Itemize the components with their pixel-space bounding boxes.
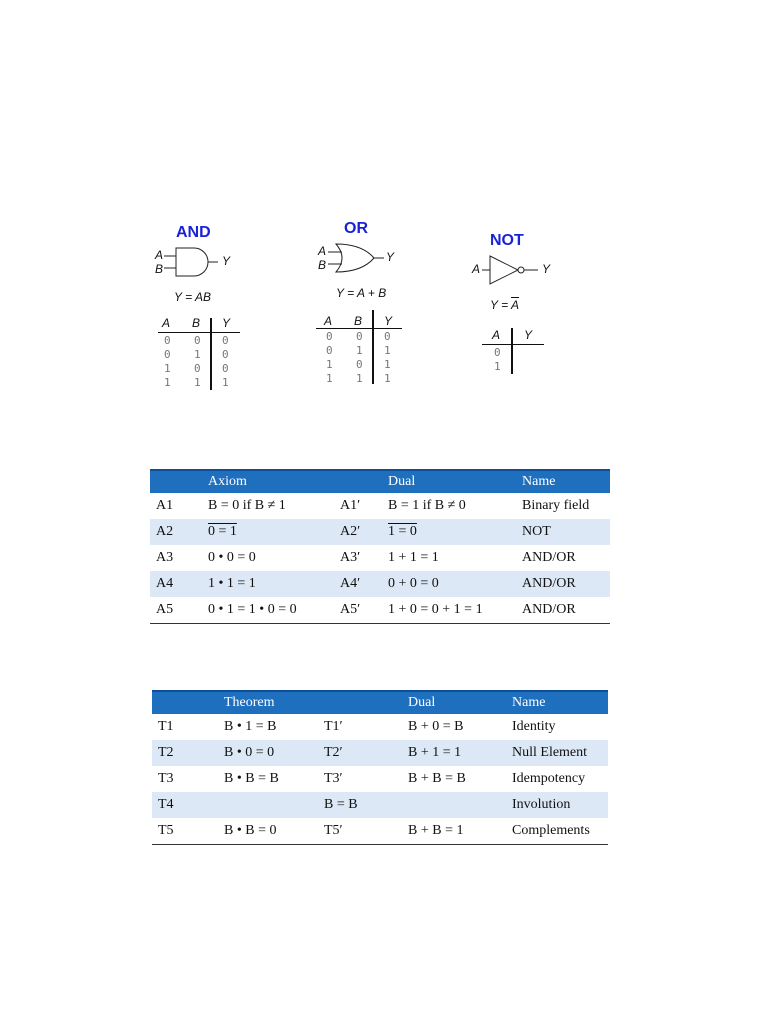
theorem-dual-id: B = B xyxy=(318,792,402,818)
tt-cell: 0 xyxy=(222,362,229,375)
tt-header: Y xyxy=(384,314,393,328)
axiom-dual-expr-overlined: 1 = 0 xyxy=(388,524,417,539)
or-input-b-label: B xyxy=(318,258,327,272)
axiom-dual-id: A4′ xyxy=(334,571,382,597)
axiom-id: A3 xyxy=(156,550,174,565)
tt-cell: 0 xyxy=(356,330,363,343)
theorem-expr: B • B = 0 xyxy=(218,818,318,845)
and-equation: Y = AB xyxy=(174,290,212,304)
theorem-dual-expr: B + B = B xyxy=(408,771,466,786)
theorem-dual-expr: B + B = 1 xyxy=(402,818,506,845)
axiom-name: AND/OR xyxy=(516,571,610,597)
theorems-header-name: Name xyxy=(506,691,608,714)
tt-cell: 0 xyxy=(326,330,333,343)
theorem-dual-expr: B + 1 = 1 xyxy=(402,740,506,766)
tt-divider xyxy=(316,328,402,329)
table-row xyxy=(150,493,610,519)
axiom-dual-id: A2′ xyxy=(334,519,382,545)
theorem-id: T4 xyxy=(152,792,218,818)
theorems-header-id xyxy=(152,691,218,714)
table-row xyxy=(152,740,608,766)
axioms-header-axiom: Axiom xyxy=(202,470,334,493)
tt-cell: 1 xyxy=(356,344,363,357)
tt-header: Y xyxy=(524,328,533,342)
not-input-a-label: A xyxy=(472,262,481,276)
tt-cell: 1 xyxy=(194,348,201,361)
and-gate-title: AND xyxy=(176,224,211,241)
theorem-id: T3 xyxy=(158,771,174,786)
or-gate-symbol xyxy=(326,242,388,274)
theorems-header-dual-id xyxy=(318,691,402,714)
theorem-expr: B • B = B xyxy=(224,771,279,786)
theorems-table xyxy=(152,690,608,845)
not-equation xyxy=(490,298,519,312)
table-row xyxy=(152,766,608,792)
axiom-expr xyxy=(202,519,334,545)
theorem-expr xyxy=(218,792,318,818)
not-output-label: Y xyxy=(542,262,551,276)
axioms-header-row xyxy=(150,470,610,493)
tt-divider xyxy=(482,344,544,345)
and-output-label: Y xyxy=(222,254,231,268)
theorem-dual-id: T2′ xyxy=(318,740,402,766)
tt-cell: 0 xyxy=(222,334,229,347)
theorem-dual-id: T3′ xyxy=(324,771,343,786)
axioms-header-id xyxy=(150,470,202,493)
theorems-header-dual: Dual xyxy=(402,691,506,714)
not-gate-symbol xyxy=(480,254,542,286)
table-row xyxy=(150,545,610,571)
axiom-expr: 0 • 0 = 0 xyxy=(208,550,256,565)
and-gate-symbol xyxy=(162,246,222,278)
axiom-id: A1 xyxy=(156,498,174,513)
tt-cell: 1 xyxy=(164,362,171,375)
tt-header: A xyxy=(324,314,333,328)
axioms-table xyxy=(150,469,610,624)
tt-cell: 0 xyxy=(164,334,171,347)
theorem-name: Involution xyxy=(506,792,608,818)
tt-cell: 0 xyxy=(356,358,363,371)
axiom-dual-expr: B = 1 if B ≠ 0 xyxy=(388,498,466,513)
axiom-expr: 0 • 1 = 1 • 0 = 0 xyxy=(202,597,334,624)
tt-cell: 0 xyxy=(326,344,333,357)
tt-cell: 1 xyxy=(494,360,501,373)
or-gate-title: OR xyxy=(344,220,368,237)
or-equation: Y = A + B xyxy=(336,286,387,300)
theorem-dual-expr xyxy=(402,792,506,818)
tt-cell: 1 xyxy=(356,372,363,385)
axiom-name: AND/OR xyxy=(522,550,576,565)
tt-cell: 1 xyxy=(384,358,391,371)
axiom-name: AND/OR xyxy=(516,597,610,624)
axiom-expr: B = 0 if B ≠ 1 xyxy=(208,498,286,513)
tt-header: B xyxy=(192,316,201,330)
not-equation-prefix: Y = xyxy=(490,298,512,312)
table-row xyxy=(152,714,608,740)
table-row xyxy=(150,597,610,624)
tt-divider xyxy=(511,328,513,374)
tt-cell: 0 xyxy=(222,348,229,361)
tt-header: A xyxy=(492,328,501,342)
tt-header: B xyxy=(354,314,363,328)
axiom-dual-id: A3′ xyxy=(340,550,361,565)
or-input-a-label: A xyxy=(318,244,327,258)
tt-cell: 1 xyxy=(326,358,333,371)
tt-divider xyxy=(372,310,374,384)
or-output-label: Y xyxy=(386,250,395,264)
axiom-id: A4 xyxy=(150,571,202,597)
axiom-dual-expr xyxy=(382,519,516,545)
tt-divider xyxy=(158,332,240,333)
tt-cell: 1 xyxy=(384,344,391,357)
axioms-header-dual: Dual xyxy=(382,470,516,493)
not-equation-var: $\overline{A}$ xyxy=(511,298,520,312)
axiom-dual-expr: 1 + 1 = 1 xyxy=(388,550,439,565)
theorem-name: Identity xyxy=(512,719,556,734)
theorem-expr: B • 0 = 0 xyxy=(218,740,318,766)
table-row xyxy=(150,571,610,597)
tt-cell: 1 xyxy=(164,376,171,389)
axiom-dual-expr: 1 + 0 = 0 + 1 = 1 xyxy=(382,597,516,624)
table-row xyxy=(152,792,608,818)
tt-cell: 0 xyxy=(164,348,171,361)
theorems-header-theorem: Theorem xyxy=(218,691,318,714)
tt-cell: 0 xyxy=(384,330,391,343)
theorem-id: T5 xyxy=(152,818,218,845)
tt-cell: 1 xyxy=(194,376,201,389)
theorem-dual-expr: B + 0 = B xyxy=(408,719,464,734)
theorem-dual-id: T1′ xyxy=(324,719,343,734)
axiom-name: NOT xyxy=(516,519,610,545)
axiom-dual-expr: 0 + 0 = 0 xyxy=(382,571,516,597)
and-input-b-label: B xyxy=(155,262,164,276)
tt-cell: 1 xyxy=(384,372,391,385)
tt-cell: 1 xyxy=(326,372,333,385)
axiom-expr-overlined: 0 = 1 xyxy=(208,524,237,539)
theorem-name: Idempotency xyxy=(512,771,586,786)
table-row xyxy=(150,519,610,545)
not-gate-title: NOT xyxy=(490,232,524,249)
theorems-header-row xyxy=(152,691,608,714)
tt-cell: 0 xyxy=(494,346,501,359)
tt-header: Y xyxy=(222,316,231,330)
theorem-expr: B • 1 = B xyxy=(224,719,277,734)
theorem-name: Complements xyxy=(506,818,608,845)
theorem-dual-id: T5′ xyxy=(318,818,402,845)
tt-divider xyxy=(210,318,212,390)
axiom-dual-id: A1′ xyxy=(340,498,361,513)
axiom-dual-id: A5′ xyxy=(334,597,382,624)
tt-cell: 0 xyxy=(194,334,201,347)
axioms-header-dual-id xyxy=(334,470,382,493)
axiom-expr: 1 • 1 = 1 xyxy=(202,571,334,597)
tt-header: A xyxy=(162,316,171,330)
theorem-name: Null Element xyxy=(506,740,608,766)
tt-cell: 0 xyxy=(194,362,201,375)
axiom-id: A2 xyxy=(150,519,202,545)
axiom-name: Binary field xyxy=(522,498,590,513)
tt-cell: 1 xyxy=(222,376,229,389)
table-row xyxy=(152,818,608,845)
theorem-id: T2 xyxy=(152,740,218,766)
axiom-id: A5 xyxy=(150,597,202,624)
theorem-id: T1 xyxy=(158,719,174,734)
axioms-header-name: Name xyxy=(516,470,610,493)
and-input-a-label: A xyxy=(155,248,164,262)
